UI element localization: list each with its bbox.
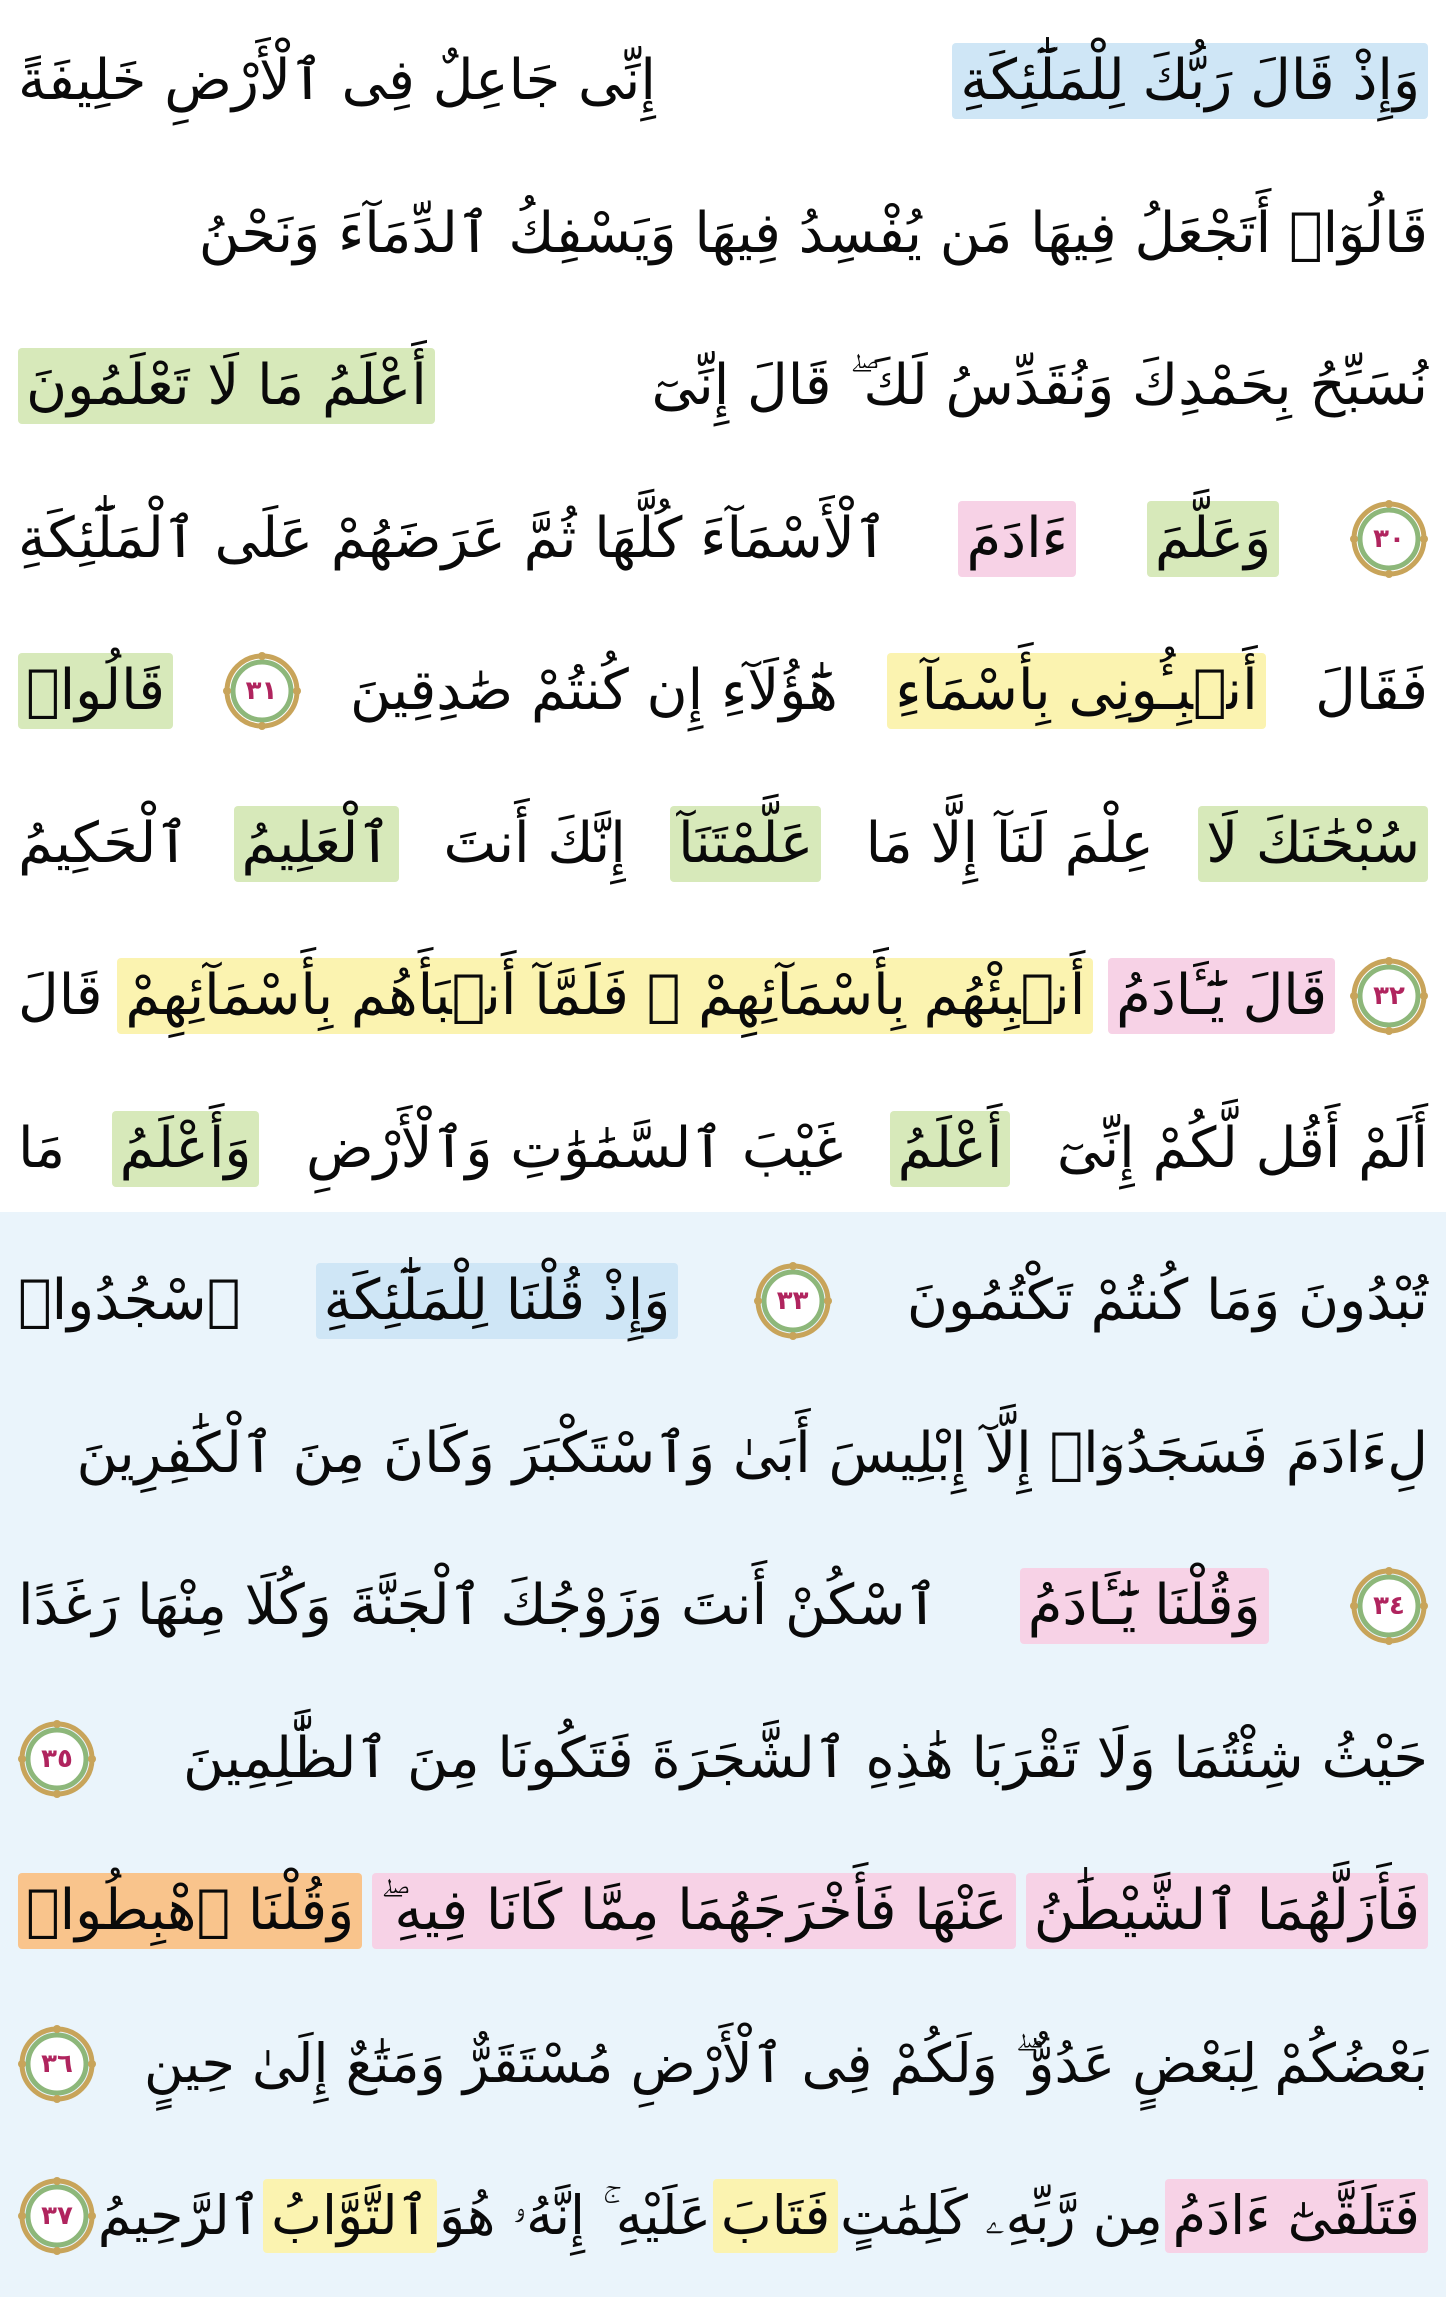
verse-text: ٱسْكُنْ أَنتَ وَزَوْجُكَ ٱلْجَنَّةَ وَكُلَا مِنْهَا رَغَدًا <box>18 1573 939 1638</box>
verse-text: إِنَّكَ أَنتَ <box>443 810 626 876</box>
verse-text: غَيْبَ ٱلسَّمَٰوَٰتِ وَٱلْأَرْضِ <box>305 1115 844 1181</box>
verse-line <box>18 783 1428 905</box>
ayah-number-marker-icon <box>1350 500 1428 578</box>
ayah-number: ٣٠ <box>1373 523 1405 554</box>
ayah-number-marker-icon <box>18 2025 96 2103</box>
highlighted-word-pink: فَتَلَقَّىٰٓ ءَادَمُ <box>1165 2179 1428 2253</box>
highlighted-word-yellow: ٱلتَّوَّابُ <box>263 2179 437 2253</box>
verse-text: إِنِّى جَاعِلٌ فِى ٱلْأَرْضِ خَلِيفَةً <box>18 48 656 113</box>
ayah-number-marker-icon <box>18 2177 96 2255</box>
verse-line <box>18 1850 1428 1972</box>
ayah-number: ٣١ <box>245 676 278 706</box>
verse-text: ٱلْأَسْمَآءَ كُلَّهَا ثُمَّ عَرَضَهُمْ عَلَى ٱلْمَلَٰٓئِكَةِ <box>18 505 888 571</box>
highlighted-word-pink: وَقُلْنَا يَٰٓـَٔادَمُ <box>1020 1568 1269 1644</box>
verse-text: تُبْدُونَ وَمَا كُنتُمْ تَكْتُمُونَ <box>906 1268 1428 1333</box>
verse-line <box>18 2155 1428 2277</box>
verse-text: فَقَالَ <box>1315 658 1428 723</box>
verse-text: عِلْمَ لَنَآ إِلَّا مَا <box>865 810 1154 876</box>
verse-line <box>18 630 1428 752</box>
verse-line <box>18 1088 1428 1210</box>
verse-text: حَيْثُ شِئْتُمَا وَلَا تَقْرَبَا هَٰذِهِ ٱلشَّجَرَةَ فَتَكُونَا مِنَ ٱلظَّٰلِمِينَ <box>182 1725 1428 1791</box>
ayah-number: ٣٧ <box>41 2201 73 2231</box>
highlighted-word-pink: فَأَزَلَّهُمَا ٱلشَّيْطَٰنُ <box>1026 1873 1428 1949</box>
highlighted-word-pink: قَالَ يَٰٓـَٔادَمُ <box>1108 958 1335 1034</box>
verse-text: ٱلْحَكِيمُ <box>18 810 190 876</box>
verse-text: أَلَمْ أَقُل لَّكُمْ إِنِّىٓ <box>1056 1115 1428 1181</box>
ayah-number-marker-icon <box>1350 1567 1428 1645</box>
verse-line <box>18 935 1428 1057</box>
ayah-number-marker-icon <box>18 1720 96 1798</box>
verse-line <box>18 478 1428 600</box>
highlighted-word-green: سُبْحَٰنَكَ لَا <box>1198 806 1428 882</box>
highlighted-word-green: ٱلْعَلِيمُ <box>234 806 400 882</box>
verse-text: بَعْضُكُمْ لِبَعْضٍ عَدُوٌّ ۖ وَلَكُمْ فِى ٱلْأَرْضِ مُسْتَقَرٌّ وَمَتَٰعٌ إِلَىٰ حِينٍ <box>144 2031 1428 2095</box>
verse-text: هَٰٓؤُلَآءِ إِن كُنتُمْ صَٰدِقِينَ <box>349 658 838 723</box>
verse-line <box>18 173 1428 295</box>
highlighted-word-pink: عَنْهَا فَأَخْرَجَهُمَا مِمَّا كَانَا فِيهِ ۖ <box>372 1873 1015 1949</box>
highlighted-word-yellow: أَنۢبِئْهُم بِأَسْمَآئِهِمْ ۖ فَلَمَّآ أَنۢبَأَهُم بِأَسْمَآئِهِمْ <box>117 958 1093 1034</box>
verse-text: ٱلرَّحِيمُ <box>97 2184 262 2247</box>
highlighted-word-yellow: أَنۢبِـُٔونِى بِأَسْمَآءِ <box>887 653 1265 729</box>
verse-text: عَلَيْهِ ۚ إِنَّهُۥ هُوَ <box>439 2184 712 2247</box>
verse-text: ٱسْجُدُوا۟ <box>18 1268 241 1333</box>
ayah-number: ٣٢ <box>1373 981 1405 1011</box>
highlighted-word-green: عَلَّمْتَنَآ <box>670 806 821 882</box>
highlighted-word-pink: ءَادَمَ <box>958 501 1076 577</box>
verse-line <box>18 325 1428 447</box>
highlighted-word-green: أَعْلَمُ <box>890 1111 1011 1187</box>
verse-text: مِن رَّبِّهِۦ كَلِمَٰتٍ <box>840 2184 1163 2247</box>
ayah-number: ٣٤ <box>1373 1591 1405 1621</box>
verse-text: لِءَادَمَ فَسَجَدُوٓا۟ إِلَّآ إِبْلِيسَ أَبَىٰ وَٱسْتَكْبَرَ وَكَانَ مِنَ ٱلْكَٰفِرِينَ <box>76 1420 1428 1486</box>
highlighted-word-green: أَعْلَمُ مَا لَا تَعْلَمُونَ <box>18 348 435 424</box>
ayah-number-marker-icon <box>1350 957 1428 1035</box>
highlighted-word-green: وَأَعْلَمُ <box>112 1111 260 1187</box>
verse-text: قَالَ <box>18 963 103 1028</box>
ayah-number: ٣٣ <box>776 1286 809 1316</box>
highlighted-word-green: وَعَلَّمَ <box>1147 501 1279 577</box>
verse-text: نُسَبِّحُ بِحَمْدِكَ وَنُقَدِّسُ لَكَ ۖ قَالَ إِنِّىٓ <box>651 353 1428 418</box>
highlighted-word-orange: وَقُلْنَا ٱهْبِطُوا۟ <box>18 1873 362 1949</box>
verse-line <box>18 1698 1428 1820</box>
highlighted-word-blue: وَإِذْ قَالَ رَبُّكَ لِلْمَلَٰٓئِكَةِ <box>952 43 1428 119</box>
verse-text: قَالُوٓا۟ أَتَجْعَلُ فِيهَا مَن يُفْسِدُ فِيهَا وَيَسْفِكُ ٱلدِّمَآءَ وَنَحْنُ <box>198 200 1428 266</box>
verse-line <box>18 1545 1428 1667</box>
highlighted-word-green: قَالُوا۟ <box>18 653 173 729</box>
highlighted-word-blue: وَإِذْ قُلْنَا لِلْمَلَٰٓئِكَةِ <box>316 1263 679 1339</box>
ayah-number-marker-icon <box>754 1262 832 1340</box>
verse-line <box>18 1240 1428 1362</box>
ayah-number: ٣٥ <box>41 1743 73 1774</box>
highlighted-word-yellow: فَتَابَ <box>713 2179 838 2253</box>
verse-line <box>18 2003 1428 2125</box>
verse-line <box>18 20 1428 142</box>
verse-text: مَا <box>18 1115 66 1181</box>
ayah-number: ٣٦ <box>41 2048 73 2079</box>
verse-line <box>18 1393 1428 1515</box>
ayah-number-marker-icon <box>223 652 301 730</box>
